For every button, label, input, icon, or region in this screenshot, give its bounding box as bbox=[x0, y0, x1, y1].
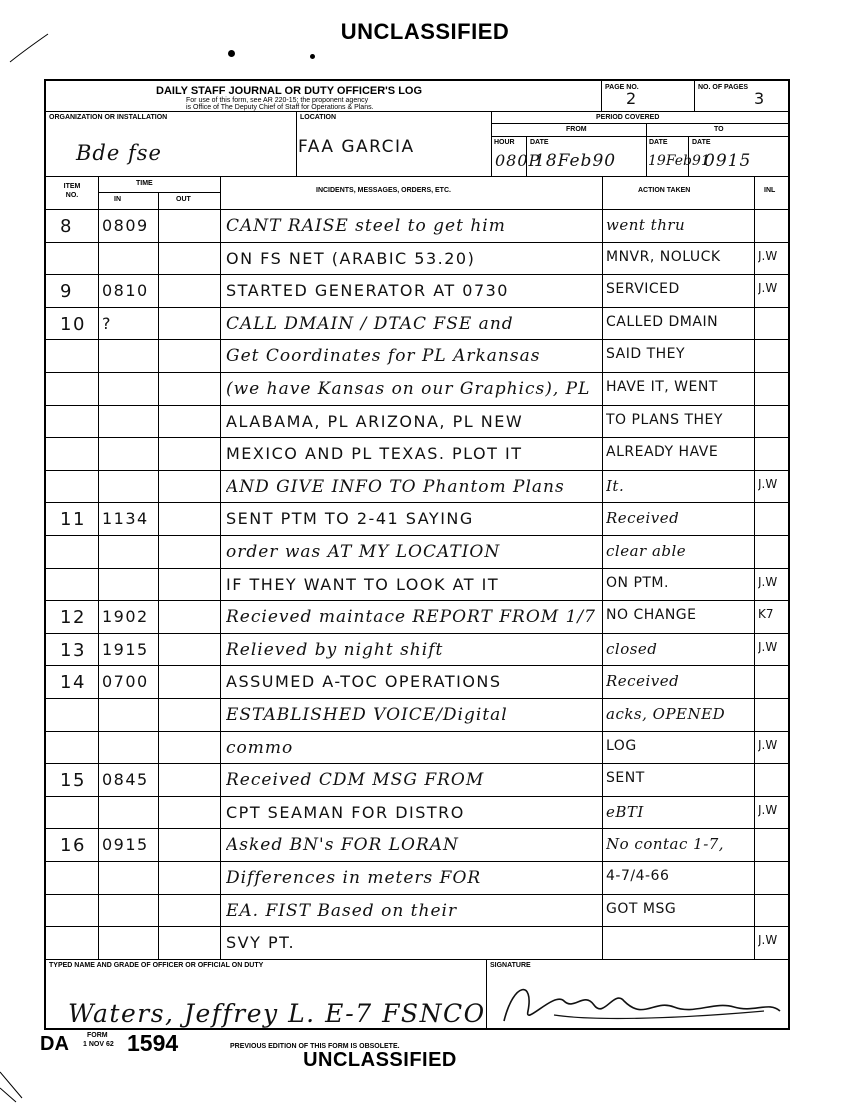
row-initials: J.W bbox=[758, 933, 778, 948]
row-time-in: 1902 bbox=[102, 607, 149, 627]
officer-label: TYPED NAME AND GRADE OF OFFICER OR OFFICIAL ON DUTY bbox=[49, 962, 264, 969]
row-incident: CPT SEAMAN FOR DISTRO bbox=[226, 802, 465, 822]
row-divider bbox=[46, 665, 790, 666]
form-id-da: DA bbox=[40, 1033, 69, 1055]
row-incident: STARTED GENERATOR AT 0730 bbox=[226, 281, 509, 301]
form-id-date: 1 NOV 62 bbox=[83, 1041, 114, 1048]
form-subtitle-1: For use of this form, see AR 220-15; the proponent agency bbox=[186, 97, 369, 104]
from-date-label: DATE bbox=[530, 139, 549, 146]
row-item-no: 13 bbox=[60, 639, 86, 661]
row-incident: order was AT MY LOCATION bbox=[226, 542, 501, 562]
row-action: SAID THEY bbox=[606, 346, 686, 363]
row-divider bbox=[46, 372, 790, 373]
form-id-number: 1594 bbox=[127, 1030, 179, 1056]
row-time-in: ? bbox=[102, 313, 112, 333]
row-divider bbox=[46, 307, 790, 308]
officer-name: Waters, Jeffrey L. E-7 FSNCO bbox=[68, 999, 486, 1028]
row-action: SERVICED bbox=[606, 281, 680, 298]
row-divider bbox=[46, 763, 790, 764]
signature-label: SIGNATURE bbox=[490, 962, 531, 969]
row-item-no: 10 bbox=[60, 313, 86, 335]
edition-note: PREVIOUS EDITION OF THIS FORM IS OBSOLETE. bbox=[230, 1043, 400, 1050]
row-time-in: 0845 bbox=[102, 770, 149, 790]
row-action: eBTI bbox=[606, 802, 644, 821]
row-divider bbox=[46, 861, 790, 862]
row-divider bbox=[46, 926, 790, 927]
row-initials: J.W bbox=[758, 281, 778, 296]
row-incident: SVY PT. bbox=[226, 933, 296, 953]
row-action: It. bbox=[606, 476, 625, 495]
row-action: closed bbox=[606, 639, 658, 658]
row-time-in: 1915 bbox=[102, 639, 149, 659]
no-of-pages-value: 3 bbox=[754, 89, 766, 108]
row-item-no: 11 bbox=[60, 509, 86, 531]
row-action: HAVE IT, WENT bbox=[606, 379, 718, 395]
row-time-in: 1134 bbox=[102, 509, 149, 529]
row-action: went thru bbox=[606, 216, 686, 234]
col-out-header: OUT bbox=[176, 196, 191, 203]
row-action: No contac 1-7, bbox=[606, 835, 725, 854]
row-divider bbox=[46, 568, 790, 569]
col-action-header: ACTION TAKEN bbox=[638, 187, 691, 194]
row-time-in: 0809 bbox=[102, 216, 149, 235]
row-incident: CALL DMAIN / DTAC FSE and bbox=[226, 313, 514, 334]
row-initials: K7 bbox=[758, 607, 774, 622]
punch-mark bbox=[228, 50, 235, 57]
form-id-form-label: FORM bbox=[87, 1032, 108, 1039]
stray-mark bbox=[0, 20, 60, 80]
location-label: LOCATION bbox=[300, 114, 337, 121]
row-incident: Relieved by night shift bbox=[226, 639, 444, 660]
row-action: Received bbox=[606, 672, 680, 691]
row-action: TO PLANS THEY bbox=[606, 411, 723, 428]
row-initials: J.W bbox=[758, 574, 778, 589]
row-divider bbox=[46, 828, 790, 829]
row-action: acks, OPENED bbox=[606, 705, 726, 723]
to-date-value: 19Feb91 bbox=[648, 153, 710, 169]
row-initials: J.W bbox=[758, 476, 778, 491]
row-divider bbox=[46, 894, 790, 895]
row-incident: MEXICO AND PL TEXAS. PLOT IT bbox=[226, 444, 523, 464]
row-incident: Differences in meters FOR bbox=[226, 868, 482, 888]
row-initials: J.W bbox=[758, 639, 778, 654]
row-incident: Asked BN's FOR LORAN bbox=[226, 835, 459, 856]
row-incident: Received CDM MSG FROM bbox=[226, 770, 485, 791]
row-initials: J.W bbox=[758, 802, 778, 817]
row-incident: Get Coordinates for PL Arkansas bbox=[226, 346, 541, 367]
from-hour-value: 080P bbox=[495, 151, 541, 170]
row-divider bbox=[46, 633, 790, 634]
page-no-label: PAGE NO. bbox=[605, 84, 639, 91]
row-incident: (we have Kansas on our Graphics), PL bbox=[226, 379, 591, 399]
row-action: 4-7/4-66 bbox=[606, 868, 670, 884]
row-action: MNVR, NOLUCK bbox=[606, 248, 721, 265]
row-divider bbox=[46, 242, 790, 243]
row-action: ON PTM. bbox=[606, 574, 669, 591]
row-action: GOT MSG bbox=[606, 900, 677, 917]
row-incident: EA. FIST Based on their bbox=[226, 900, 458, 921]
signature-drawing bbox=[494, 971, 784, 1029]
row-incident: commo bbox=[226, 737, 294, 758]
from-label: FROM bbox=[566, 126, 587, 133]
row-action: NO CHANGE bbox=[606, 607, 697, 624]
row-incident: SENT PTM TO 2-41 SAYING bbox=[226, 509, 474, 529]
to-hour-value: 0915 bbox=[704, 151, 752, 171]
form-subtitle-2: is Office of The Deputy Chief of Staff for Operations & Plans. bbox=[186, 104, 374, 111]
org-label: ORGANIZATION OR INSTALLATION bbox=[49, 114, 168, 121]
row-initials: J.W bbox=[758, 248, 778, 263]
row-incident: ON FS NET (ARABIC 53.20) bbox=[226, 248, 476, 268]
form-title: DAILY STAFF JOURNAL OR DUTY OFFICER'S LOG bbox=[156, 85, 423, 97]
row-divider bbox=[46, 535, 790, 536]
row-item-no: 9 bbox=[60, 281, 73, 303]
duty-log-form bbox=[44, 79, 790, 1030]
row-divider bbox=[46, 698, 790, 699]
location-value: FAA GARCIA bbox=[298, 137, 415, 157]
row-incident: ESTABLISHED VOICE/Digital bbox=[226, 705, 508, 725]
row-time-in: 0700 bbox=[102, 672, 149, 692]
row-action: ALREADY HAVE bbox=[606, 444, 719, 461]
row-time-in: 0810 bbox=[102, 281, 149, 301]
row-incident: Recieved maintace REPORT FROM 1/7 bbox=[226, 607, 596, 628]
col-inl-header: INL bbox=[764, 187, 776, 194]
from-date-value: 18Feb90 bbox=[534, 151, 617, 171]
row-item-no: 15 bbox=[60, 770, 86, 792]
row-action: clear able bbox=[606, 542, 687, 560]
row-item-no: 14 bbox=[60, 672, 86, 694]
row-divider bbox=[46, 502, 790, 503]
row-initials: J.W bbox=[758, 737, 778, 752]
row-divider bbox=[46, 339, 790, 340]
row-incident: CANT RAISE steel to get him bbox=[226, 216, 506, 236]
punch-mark bbox=[310, 54, 315, 59]
no-of-pages-label: NO. OF PAGES bbox=[698, 84, 749, 91]
to-date-label: DATE bbox=[649, 139, 668, 146]
row-divider bbox=[46, 274, 790, 275]
col-incidents-header: INCIDENTS, MESSAGES, ORDERS, ETC. bbox=[316, 187, 451, 194]
row-incident: ASSUMED A-TOC OPERATIONS bbox=[226, 672, 502, 692]
to-label: TO bbox=[714, 126, 724, 133]
col-item-header: ITEM NO. bbox=[63, 183, 81, 199]
from-hour-label: HOUR bbox=[494, 139, 515, 146]
col-time-header: TIME bbox=[136, 180, 153, 187]
corner-mark bbox=[0, 1068, 30, 1105]
row-item-no: 16 bbox=[60, 835, 86, 857]
period-label: PERIOD COVERED bbox=[596, 114, 660, 121]
row-divider bbox=[46, 470, 790, 471]
classification-bottom: UNCLASSIFIED bbox=[303, 1049, 457, 1071]
row-incident: AND GIVE INFO TO Phantom Plans bbox=[226, 476, 565, 497]
row-time-in: 0915 bbox=[102, 835, 149, 855]
row-item-no: 12 bbox=[60, 607, 86, 629]
org-value: Bde fse bbox=[76, 141, 162, 165]
page-no-value: 2 bbox=[626, 89, 638, 108]
row-divider bbox=[46, 731, 790, 732]
to-hour-label: DATE bbox=[692, 139, 711, 146]
row-divider bbox=[46, 437, 790, 438]
row-action: Received bbox=[606, 509, 680, 528]
row-action: LOG bbox=[606, 737, 637, 754]
row-action: CALLED DMAIN bbox=[606, 313, 719, 330]
row-divider bbox=[46, 405, 790, 406]
row-divider bbox=[46, 796, 790, 797]
col-in-header: IN bbox=[114, 196, 121, 203]
row-incident: IF THEY WANT TO LOOK AT IT bbox=[226, 574, 500, 594]
row-item-no: 8 bbox=[60, 216, 73, 237]
classification-top: UNCLASSIFIED bbox=[340, 19, 510, 44]
row-action: SENT bbox=[606, 770, 645, 787]
row-divider bbox=[46, 600, 790, 601]
row-incident: ALABAMA, PL ARIZONA, PL NEW bbox=[226, 411, 524, 431]
